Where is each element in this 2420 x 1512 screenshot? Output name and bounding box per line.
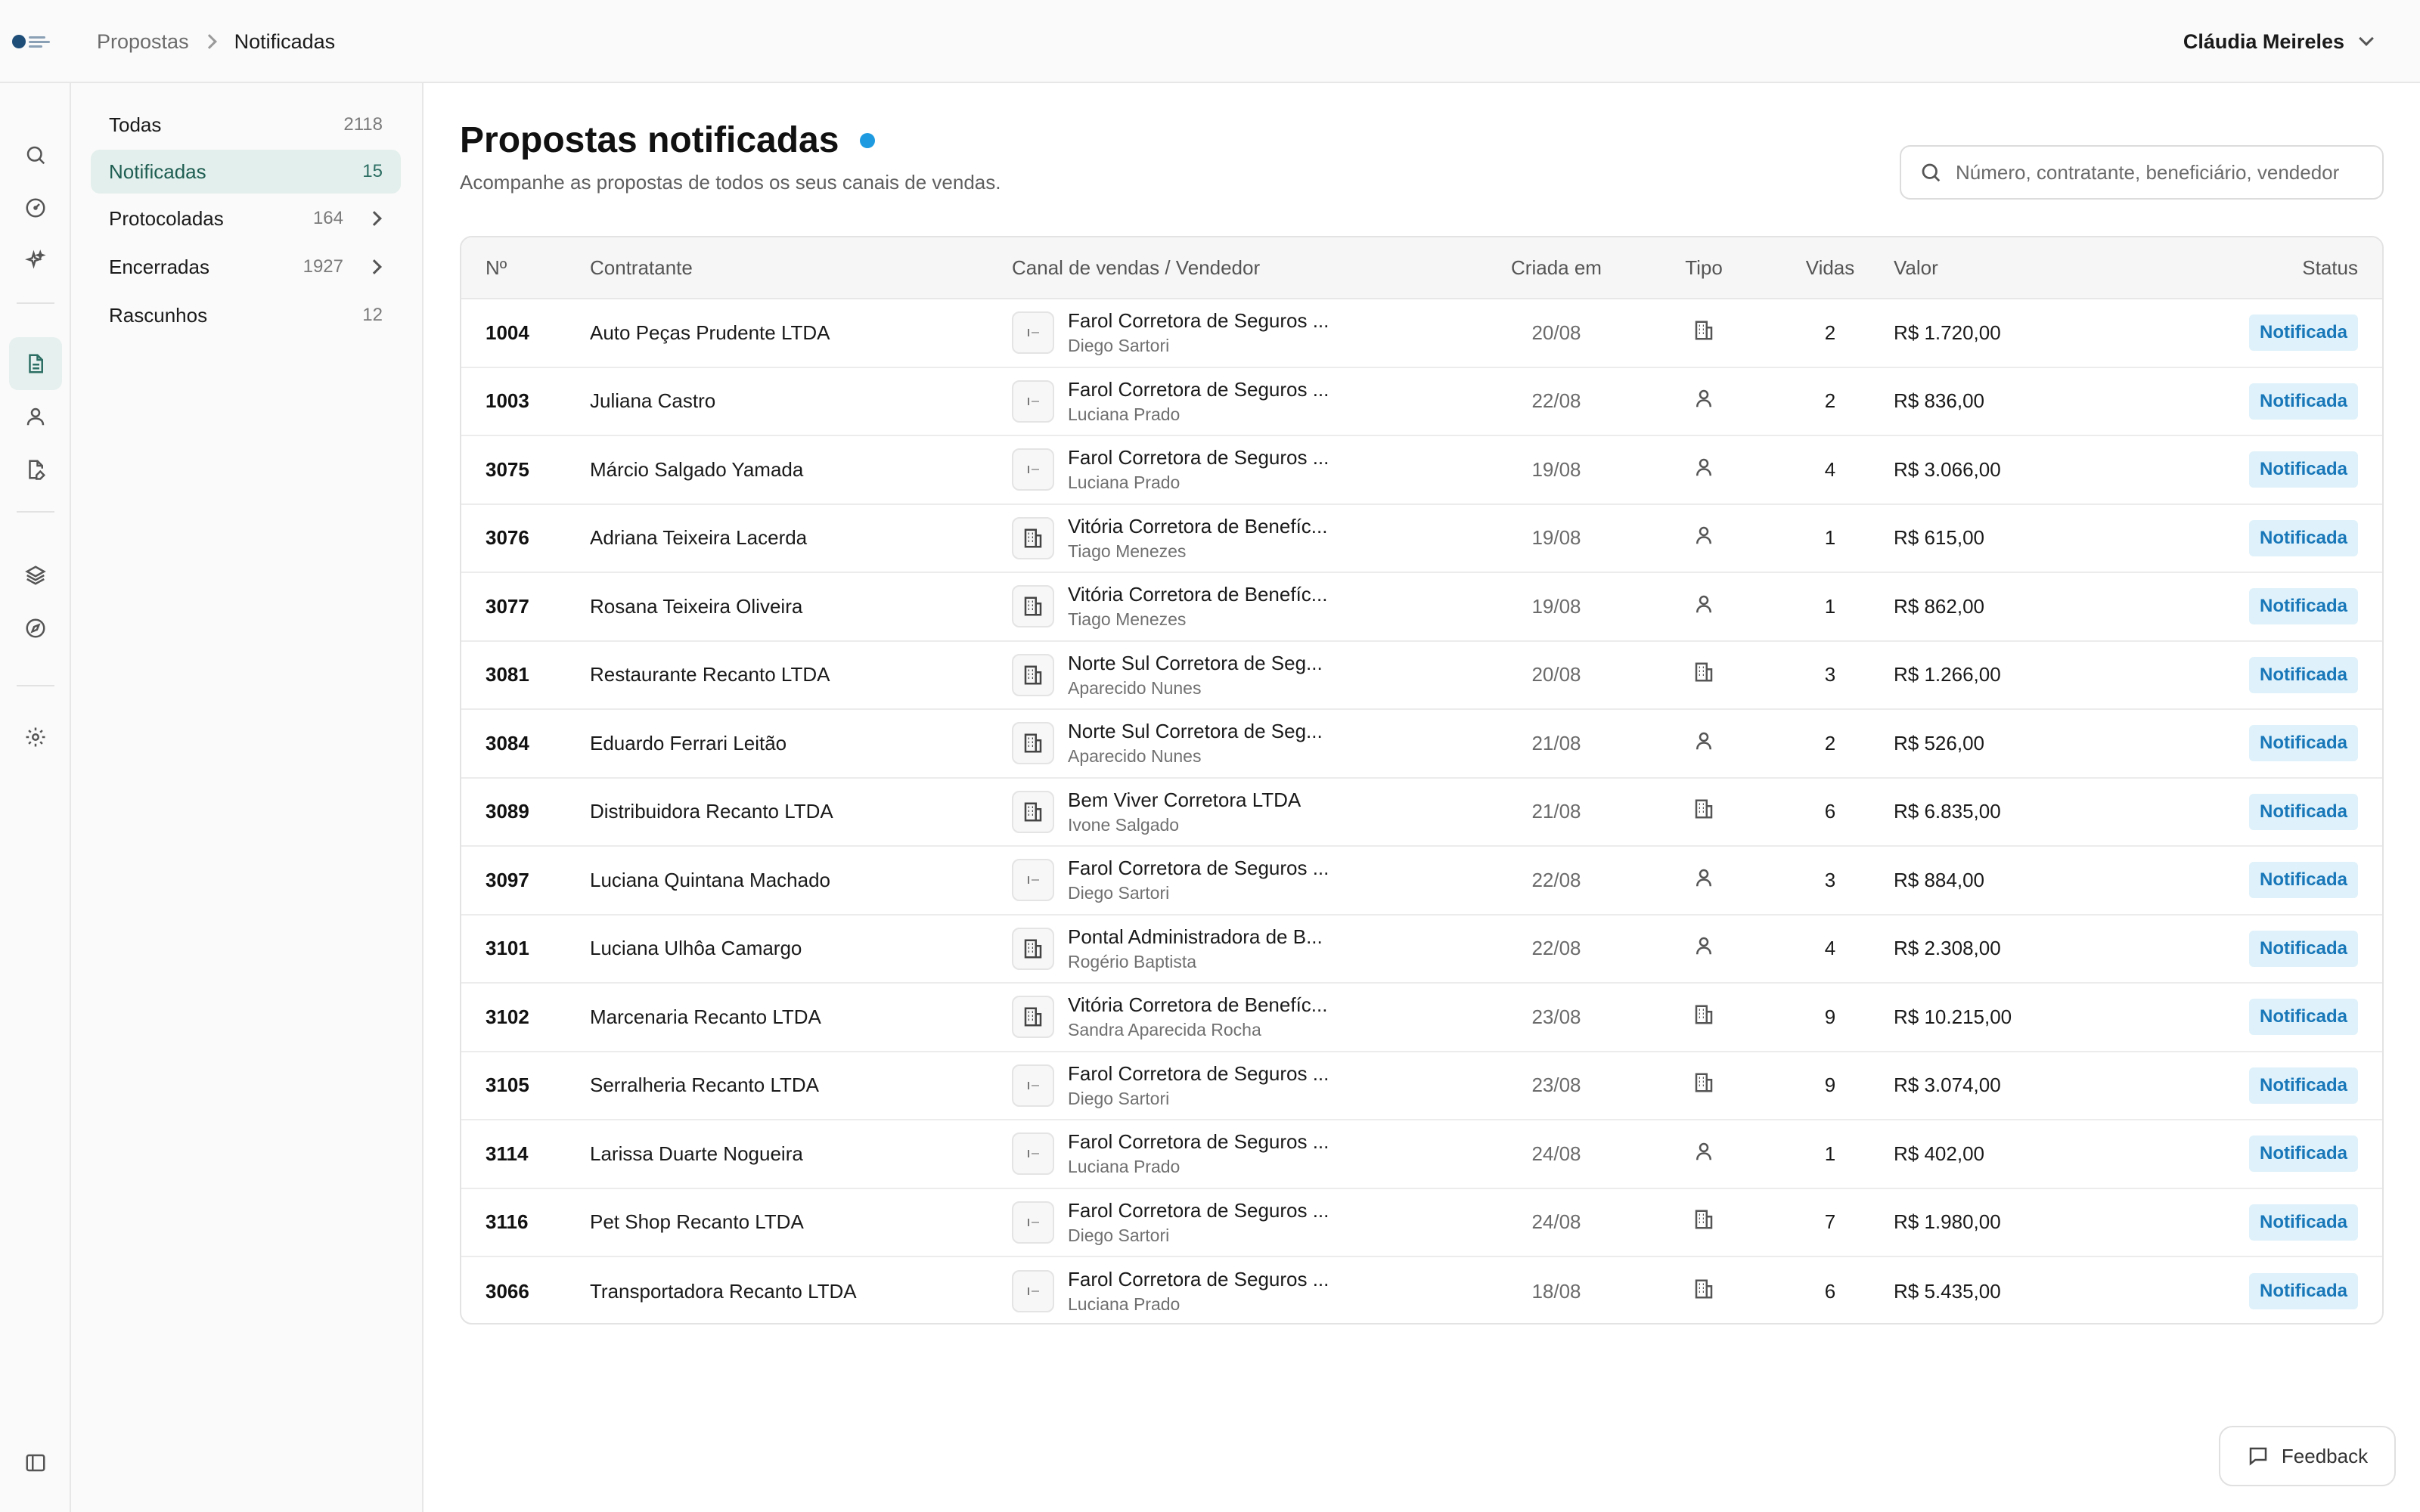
table-row[interactable]: [461, 1120, 2382, 1189]
subnav-item-label: Rascunhos: [109, 303, 208, 327]
farol-logo: [1012, 311, 1054, 354]
subnav-item-count: 15: [362, 161, 383, 181]
seller-name: Aparecido Nunes: [1068, 677, 1202, 698]
column-header-contratante[interactable]: Contratante: [590, 256, 693, 279]
sales-channel: [1012, 1199, 1481, 1246]
table-row[interactable]: [461, 847, 2382, 916]
type-cell: [1632, 798, 1776, 826]
status-badge: Notificada: [2249, 999, 2358, 1035]
sparkles-icon[interactable]: [9, 234, 62, 287]
type-cell: [1632, 593, 1776, 621]
sales-channel: [1012, 857, 1481, 903]
person-icon: [1692, 456, 1715, 484]
lives-count: 9: [1824, 1005, 1836, 1028]
person-icon: [1692, 593, 1715, 621]
created-date: 24/08: [1531, 1210, 1581, 1234]
app-logo[interactable]: [12, 32, 51, 51]
seller-name: Luciana Prado: [1068, 404, 1181, 424]
channel-name: Bem Viver Corretora LTDA: [1068, 788, 1302, 811]
channel-name: Farol Corretora de Seguros ...: [1068, 1130, 1329, 1154]
page-subtitle: Acompanhe as propostas de todos os seus canais de vendas.: [460, 171, 1001, 194]
lives-count: 2: [1824, 321, 1836, 344]
proposal-value: R$ 836,00: [1894, 389, 1984, 413]
subnav-item-todas[interactable]: [91, 103, 401, 147]
sales-channel: [1012, 993, 1481, 1040]
lives-count: 6: [1824, 800, 1836, 823]
channel-name: Norte Sul Corretora de Seg...: [1068, 720, 1323, 743]
column-header-vidas[interactable]: Vidas: [1805, 256, 1855, 279]
dashboard-icon[interactable]: [9, 181, 62, 234]
seller-name: Diego Sartori: [1068, 883, 1170, 903]
channel-name: Norte Sul Corretora de Seg...: [1068, 651, 1323, 674]
channel-name: Farol Corretora de Seguros ...: [1068, 857, 1329, 880]
status-badge: Notificada: [2249, 862, 2358, 898]
sales-channel: [1012, 1130, 1481, 1177]
seller-name: Tiago Menezes: [1068, 609, 1187, 630]
status-cell: [2157, 1067, 2382, 1104]
table-row[interactable]: [461, 505, 2382, 574]
proposal-number: 3081: [486, 663, 529, 686]
proposal-number: 3105: [486, 1074, 529, 1097]
contratante-name: Transportadora Recanto LTDA: [590, 1279, 857, 1303]
user-menu[interactable]: [2183, 26, 2372, 57]
table-row[interactable]: [461, 1257, 2382, 1325]
document-icon[interactable]: [9, 337, 62, 390]
type-cell: [1632, 730, 1776, 758]
lives-count: 1: [1824, 594, 1836, 618]
subnav-item-label: Todas: [109, 113, 162, 136]
type-cell: [1632, 866, 1776, 894]
lives-count: 3: [1824, 663, 1836, 686]
proposal-number: 3102: [486, 1005, 529, 1028]
person-icon: [1692, 387, 1715, 415]
seller-name: Sandra Aparecida Rocha: [1068, 1020, 1261, 1040]
contratante-name: Larissa Duarte Nogueira: [590, 1142, 803, 1165]
created-date: 18/08: [1531, 1279, 1581, 1303]
column-header-tipo[interactable]: Tipo: [1685, 256, 1723, 279]
status-cell: [2157, 383, 2382, 420]
building-icon: [1692, 1278, 1715, 1306]
seller-name: Rogério Baptista: [1068, 951, 1197, 971]
channel-name: Vitória Corretora de Benefíc...: [1068, 993, 1328, 1017]
contratante-name: Serralheria Recanto LTDA: [590, 1074, 819, 1097]
seller-name: Aparecido Nunes: [1068, 746, 1202, 767]
created-date: 20/08: [1531, 663, 1581, 686]
sales-channel: [1012, 1268, 1481, 1315]
created-date: 24/08: [1531, 1142, 1581, 1165]
subnav-item-encerradas[interactable]: [91, 245, 401, 289]
contratante-name: Eduardo Ferrari Leitão: [590, 731, 787, 754]
building-icon: [1692, 661, 1715, 689]
table-row[interactable]: [461, 984, 2382, 1052]
status-badge: Notificada: [2249, 588, 2358, 624]
table-row[interactable]: [461, 436, 2382, 505]
proposal-number: 3097: [486, 868, 529, 891]
contratante-name: Restaurante Recanto LTDA: [590, 663, 830, 686]
proposal-value: R$ 2.308,00: [1894, 937, 2001, 960]
proposal-value: R$ 615,00: [1894, 526, 1984, 550]
sales-channel: [1012, 789, 1481, 835]
search-field[interactable]: [1900, 145, 2384, 200]
proposal-number: 3075: [486, 457, 529, 481]
person-icon: [1692, 730, 1715, 758]
building-icon: [1692, 1003, 1715, 1031]
contratante-name: Auto Peças Prudente LTDA: [590, 321, 830, 344]
farol-logo: [1012, 859, 1054, 901]
subnav-item-label: Protocoladas: [109, 206, 224, 230]
main-content: [424, 83, 2420, 1512]
status-cell: [2157, 657, 2382, 693]
chevron-down-icon: [2359, 31, 2374, 46]
subnav-item-label: Encerradas: [109, 255, 209, 278]
type-cell: [1632, 1208, 1776, 1236]
farol-logo: [1012, 1132, 1054, 1175]
contratante-name: Luciana Ulhôa Camargo: [590, 937, 802, 960]
status-cell: [2157, 588, 2382, 624]
farol-logo: [1012, 1064, 1054, 1107]
lives-count: 4: [1824, 937, 1836, 960]
status-badge: Notificada: [2249, 383, 2358, 420]
created-date: 19/08: [1531, 457, 1581, 481]
channel-name: Pontal Administradora de B...: [1068, 925, 1323, 948]
status-cell: [2157, 1273, 2382, 1309]
created-date: 21/08: [1531, 800, 1581, 823]
search-icon: [1919, 161, 1942, 184]
chevron-right-icon[interactable]: [367, 259, 382, 274]
person-icon: [1692, 524, 1715, 552]
building-icon: [1692, 1071, 1715, 1099]
lives-count: 2: [1824, 731, 1836, 754]
building-icon: [1012, 654, 1054, 696]
subnav-item-count: 1927: [302, 256, 343, 277]
status-badge: Notificada: [2249, 1273, 2358, 1309]
type-cell: [1632, 387, 1776, 415]
type-cell: [1632, 1140, 1776, 1168]
lives-count: 1: [1824, 526, 1836, 550]
seller-name: Luciana Prado: [1068, 1294, 1181, 1315]
user-name: Cláudia Meireles: [2183, 29, 2344, 53]
subnav-item-count: 164: [312, 208, 343, 228]
status-badge: Notificada: [2249, 1136, 2358, 1172]
created-date: 19/08: [1531, 526, 1581, 550]
contratante-name: Pet Shop Recanto LTDA: [590, 1210, 804, 1234]
sidebar-toggle-icon[interactable]: [9, 1436, 62, 1489]
table-row[interactable]: [461, 916, 2382, 984]
building-icon: [1012, 585, 1054, 627]
contratante-name: Marcenaria Recanto LTDA: [590, 1005, 821, 1028]
farol-logo: [1012, 1201, 1054, 1244]
lives-count: 3: [1824, 868, 1836, 891]
created-date: 23/08: [1531, 1005, 1581, 1028]
type-cell: [1632, 1278, 1776, 1306]
breadcrumb-current: Notificadas: [234, 29, 336, 53]
proposal-number: 3114: [486, 1142, 529, 1165]
rail-divider: [17, 511, 54, 513]
seller-name: Ivone Salgado: [1068, 814, 1180, 835]
chevron-right-icon[interactable]: [367, 211, 382, 226]
type-cell: [1632, 1003, 1776, 1031]
table-row[interactable]: [461, 779, 2382, 847]
proposal-number: 3084: [486, 731, 529, 754]
status-badge: Notificada: [2249, 1204, 2358, 1241]
proposal-number: 1004: [486, 321, 529, 344]
chat-bubble-icon: [2247, 1445, 2270, 1467]
settings-icon[interactable]: [9, 711, 62, 764]
channel-name: Vitória Corretora de Benefíc...: [1068, 583, 1328, 606]
table-row[interactable]: [461, 299, 2382, 368]
created-date: 22/08: [1531, 937, 1581, 960]
sales-channel: [1012, 309, 1481, 356]
status-cell: [2157, 725, 2382, 761]
person-icon: [1692, 1140, 1715, 1168]
seller-name: Diego Sartori: [1068, 336, 1170, 356]
page-title-text: Propostas notificadas: [460, 120, 839, 160]
contratante-name: Distribuidora Recanto LTDA: [590, 800, 833, 823]
status-cell: [2157, 794, 2382, 830]
proposal-value: R$ 10.215,00: [1894, 1005, 2012, 1028]
seller-name: Tiago Menezes: [1068, 541, 1187, 561]
status-badge: Notificada: [2249, 1067, 2358, 1104]
table-row[interactable]: [461, 573, 2382, 642]
status-badge: Notificada: [2249, 314, 2358, 351]
channel-name: Vitória Corretora de Benefíc...: [1068, 514, 1328, 538]
contratante-name: Rosana Teixeira Oliveira: [590, 594, 803, 618]
sales-channel: [1012, 583, 1481, 630]
channel-name: Farol Corretora de Seguros ...: [1068, 1198, 1329, 1222]
proposal-number: 3101: [486, 937, 529, 960]
proposal-value: R$ 884,00: [1894, 868, 1984, 891]
status-badge: Notificada: [2249, 451, 2358, 488]
building-icon: [1692, 798, 1715, 826]
status-cell: [2157, 451, 2382, 488]
seller-name: Diego Sartori: [1068, 1088, 1170, 1108]
type-cell: [1632, 456, 1776, 484]
proposal-number: 3116: [486, 1210, 529, 1234]
subnav-item-notificadas[interactable]: [91, 150, 401, 194]
chevron-right-icon: [202, 34, 217, 49]
proposal-value: R$ 1.980,00: [1894, 1210, 2001, 1234]
column-header-criada[interactable]: Criada em: [1511, 256, 1602, 279]
layers-icon[interactable]: [9, 549, 62, 602]
status-cell: [2157, 314, 2382, 351]
status-cell: [2157, 520, 2382, 556]
proposal-value: R$ 3.074,00: [1894, 1074, 2001, 1097]
building-icon: [1692, 319, 1715, 347]
column-header-canal[interactable]: Canal de vendas / Vendedor: [1012, 256, 1261, 279]
created-date: 22/08: [1531, 389, 1581, 413]
table-row[interactable]: [461, 1189, 2382, 1258]
channel-name: Farol Corretora de Seguros ...: [1068, 446, 1329, 469]
status-badge: Notificada: [2249, 725, 2358, 761]
rail-divider: [17, 685, 54, 686]
proposal-value: R$ 1.266,00: [1894, 663, 2001, 686]
contratante-name: Adriana Teixeira Lacerda: [590, 526, 808, 550]
contratante-name: Márcio Salgado Yamada: [590, 457, 804, 481]
proposal-number: 3076: [486, 526, 529, 550]
created-date: 20/08: [1531, 321, 1581, 344]
farol-logo: [1012, 1270, 1054, 1312]
column-header-status[interactable]: Status: [2302, 256, 2358, 279]
user-icon[interactable]: [9, 390, 62, 443]
top-bar: [0, 0, 2420, 83]
seller-name: Diego Sartori: [1068, 1225, 1170, 1245]
channel-name: Farol Corretora de Seguros ...: [1068, 1268, 1329, 1291]
subnav-item-count: 12: [362, 305, 383, 325]
created-date: 22/08: [1531, 868, 1581, 891]
sales-channel: [1012, 720, 1481, 767]
lives-count: 6: [1824, 1279, 1836, 1303]
person-icon: [1692, 866, 1715, 894]
table-row[interactable]: [461, 1052, 2382, 1121]
lives-count: 7: [1824, 1210, 1836, 1234]
breadcrumb-propostas[interactable]: Propostas: [97, 29, 189, 53]
proposal-value: R$ 526,00: [1894, 731, 1984, 754]
contratante-name: Luciana Quintana Machado: [590, 868, 831, 891]
building-icon: [1012, 517, 1054, 559]
search-input[interactable]: [1956, 161, 2364, 184]
seller-name: Luciana Prado: [1068, 472, 1181, 493]
contratante-name: Juliana Castro: [590, 389, 716, 413]
status-badge: Notificada: [2249, 794, 2358, 830]
status-cell: [2157, 1136, 2382, 1172]
created-date: 19/08: [1531, 594, 1581, 618]
proposal-value: R$ 6.835,00: [1894, 800, 2001, 823]
created-date: 21/08: [1531, 731, 1581, 754]
seller-name: Luciana Prado: [1068, 1157, 1181, 1177]
channel-name: Farol Corretora de Seguros ...: [1068, 309, 1329, 333]
feedback-label: Feedback: [2281, 1444, 2369, 1467]
column-header-num[interactable]: Nº: [486, 256, 507, 279]
type-cell: [1632, 934, 1776, 962]
rail-divider: [17, 302, 54, 304]
proposals-filter-nav: [71, 83, 424, 1512]
proposal-value: R$ 1.720,00: [1894, 321, 2001, 344]
table-header: [461, 237, 2382, 299]
column-header-valor[interactable]: Valor: [1894, 256, 1938, 279]
subnav-item-rascunhos[interactable]: [91, 293, 401, 337]
proposals-table: [460, 236, 2384, 1325]
status-badge: Notificada: [2249, 657, 2358, 693]
status-cell: [2157, 999, 2382, 1035]
proposal-value: R$ 402,00: [1894, 1142, 1984, 1165]
sales-channel: [1012, 925, 1481, 972]
building-icon: [1012, 791, 1054, 833]
sales-channel: [1012, 378, 1481, 425]
status-badge: Notificada: [2249, 520, 2358, 556]
channel-name: Farol Corretora de Seguros ...: [1068, 377, 1329, 401]
proposal-value: R$ 862,00: [1894, 594, 1984, 618]
building-icon: [1012, 996, 1054, 1038]
sales-channel: [1012, 515, 1481, 562]
search-icon[interactable]: [9, 129, 62, 181]
subnav-item-count: 2118: [343, 114, 383, 135]
sales-channel: [1012, 446, 1481, 493]
proposal-number: 3089: [486, 800, 529, 823]
building-icon: [1012, 722, 1054, 764]
feedback-button[interactable]: [2219, 1426, 2396, 1486]
building-icon: [1012, 928, 1054, 970]
farol-logo: [1012, 380, 1054, 423]
table-row[interactable]: [461, 368, 2382, 437]
status-cell: [2157, 862, 2382, 898]
lives-count: 2: [1824, 389, 1836, 413]
proposal-number: 3077: [486, 594, 529, 618]
type-cell: [1632, 319, 1776, 347]
created-date: 23/08: [1531, 1074, 1581, 1097]
page-title: [460, 119, 875, 161]
edit-document-icon[interactable]: [9, 443, 62, 496]
proposal-value: R$ 3.066,00: [1894, 457, 2001, 481]
lives-count: 9: [1824, 1074, 1836, 1097]
lives-count: 1: [1824, 1142, 1836, 1165]
lives-count: 4: [1824, 457, 1836, 481]
breadcrumb: [97, 27, 335, 56]
sales-channel: [1012, 1062, 1481, 1109]
proposal-value: R$ 5.435,00: [1894, 1279, 2001, 1303]
notification-dot-icon: [860, 133, 875, 148]
sales-channel: [1012, 652, 1481, 699]
subnav-item-protocoladas[interactable]: [91, 197, 401, 240]
proposal-number: 1003: [486, 389, 529, 413]
type-cell: [1632, 524, 1776, 552]
compass-icon[interactable]: [9, 602, 62, 655]
type-cell: [1632, 1071, 1776, 1099]
building-icon: [1692, 1208, 1715, 1236]
status-cell: [2157, 1204, 2382, 1241]
table-row[interactable]: [461, 642, 2382, 711]
table-row[interactable]: [461, 710, 2382, 779]
person-icon: [1692, 934, 1715, 962]
icon-rail: [0, 83, 71, 1512]
proposal-number: 3066: [486, 1279, 529, 1303]
subnav-item-label: Notificadas: [109, 160, 206, 183]
channel-name: Farol Corretora de Seguros ...: [1068, 1061, 1329, 1085]
status-badge: Notificada: [2249, 931, 2358, 967]
table-body: [461, 299, 2382, 1325]
farol-logo: [1012, 448, 1054, 491]
status-cell: [2157, 931, 2382, 967]
type-cell: [1632, 661, 1776, 689]
